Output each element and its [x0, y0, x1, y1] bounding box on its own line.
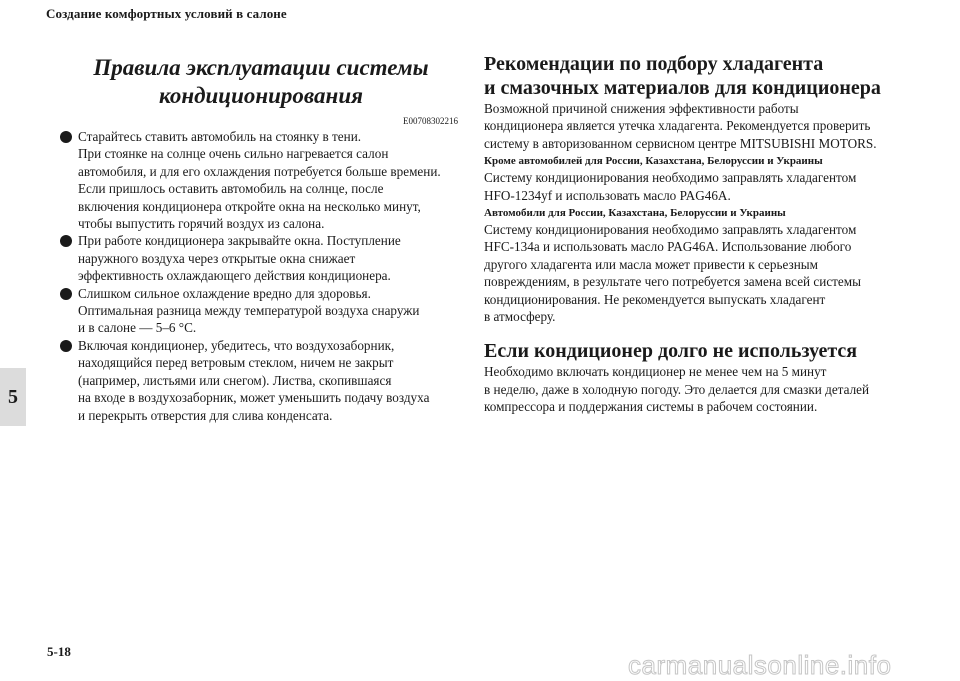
section-header: Создание комфортных условий в салоне [46, 6, 287, 21]
list-item-text: При работе кондиционера закрывайте окна. Поступление наружного воздуха через открытые окна снижает эффективность охлаждающего действия кондиционера. [78, 233, 401, 284]
document-code: E00708302216 [403, 116, 458, 126]
left-column [60, 54, 458, 424]
list-item-text: Слишком сильное охлаждение вредно для здоровья. Оптимальная разница между температурой воздуха снаружи и в салоне — 5–6 °C. [78, 285, 420, 336]
list-item-text: Старайтесь ставить автомобиль на стоянку в тени. При стоянке на солнце очень сильно нагревается салон автомобиля, и для его охлаждения потребуется больше времени. Если пришлось оставить автомобиль на солнце, после включения кондиционера откройте окна на несколько минут, чтобы выпустить горячий воздух из салона. [78, 129, 441, 232]
list-item [60, 128, 458, 232]
chapter-number: 5 [8, 385, 18, 408]
list-item-text: Включая кондиционер, убедитесь, что воздухозаборник, находящийся перед ветровым стеклом, ничем не закрыт (например, листьями или снегом). Листва, скопившаяся на входе в воздухозаборник, может уменьшить подачу воздуха и перекрыть отверстия для слива конденсата. [78, 337, 430, 423]
section-title-unused-ac: Если кондиционер долго не используется [484, 340, 858, 363]
watermark: carmanualsonline.info [628, 650, 892, 680]
paragraph-russia-markets: Систему кондиционирования необходимо заправлять хладагентом HFC-134a и использовать масло PAG46A. Использование любого другого хладагента или масла может привести к серьезным повреждениям, в результате чего потребуется замена всей системы кондиционирования. Не рекомендуется выпускать хладагент в атмосферу. [484, 222, 861, 325]
list-item [60, 232, 458, 284]
section-title-ac-rules: Правила эксплуатации системы кондиционирования [93, 55, 429, 108]
section-title-refrigerant: Рекомендации по подбору хладагента и смазочных материалов для кондиционера [484, 53, 881, 99]
list-item [60, 337, 458, 424]
page-number: 5-18 [47, 644, 71, 659]
paragraph-intro: Возможной причиной снижения эффективности работы кондиционера является утечка хладагента. Рекомендуется проверить систему в авторизованном сервисном центре MITSUBISHI MOTORS. [484, 101, 877, 151]
bullet-icon [60, 131, 72, 143]
bullet-icon [60, 235, 72, 247]
bullet-icon [60, 340, 72, 352]
paragraph-other-markets: Систему кондиционирования необходимо заправлять хладагентом HFO-1234yf и использовать масло PAG46A. [484, 170, 857, 203]
right-column [484, 52, 914, 416]
list-item [60, 285, 458, 337]
chapter-tab [0, 368, 26, 426]
subheading-other-markets: Кроме автомобилей для России, Казахстана, Белоруссии и Украины [484, 155, 823, 168]
tips-list [60, 128, 458, 424]
paragraph-unused-ac: Необходимо включать кондиционер не менее чем на 5 минут в неделю, даже в холодную погоду. Это делается для смазки деталей компрессора и поддержания системы в рабочем состоянии. [484, 364, 870, 415]
bullet-icon [60, 288, 72, 300]
subheading-russia-markets: Автомобили для России, Казахстана, Белоруссии и Украины [484, 207, 786, 220]
